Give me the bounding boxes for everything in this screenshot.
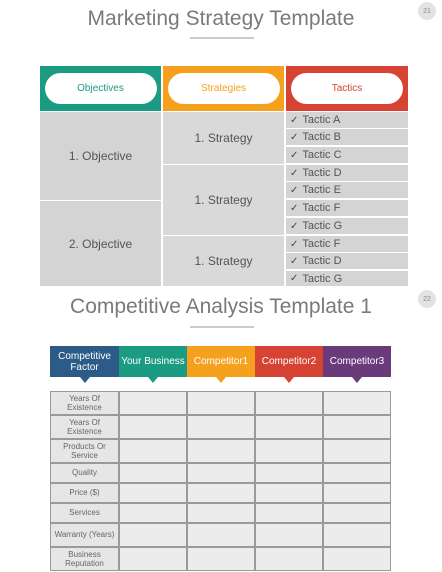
tactic-item [286, 112, 408, 128]
table-row [50, 439, 391, 463]
header-pointer [352, 377, 362, 383]
row-label: Years Of Existence [50, 415, 119, 439]
check-icon: ✓ [290, 238, 299, 250]
tactics-header-label: Tactics [291, 73, 403, 104]
tactic-item [286, 200, 408, 216]
tactic-label: Tactic D [302, 255, 342, 267]
tactics-header [286, 66, 408, 111]
strategies-header [163, 66, 284, 111]
objectives-header [40, 66, 161, 111]
header-pointer [80, 377, 90, 383]
table-cell [255, 391, 323, 415]
tactic-item [286, 165, 408, 181]
tactic-item [286, 218, 408, 234]
competitive-analysis-slide [0, 290, 442, 572]
table-cell [119, 415, 187, 439]
table-cell [255, 483, 323, 503]
check-icon: ✓ [290, 149, 299, 161]
table-cell [323, 463, 391, 483]
table-cell [119, 463, 187, 483]
check-icon: ✓ [290, 131, 299, 143]
row-label: Price ($) [50, 483, 119, 503]
row-label: Warranty (Years) [50, 523, 119, 547]
title-underline [190, 37, 254, 39]
check-icon: ✓ [290, 184, 299, 196]
row-label: Products Or Service [50, 439, 119, 463]
tactic-label: Tactic A [302, 114, 341, 126]
table-row [50, 483, 391, 503]
objective-cell: 1. Objective [40, 112, 161, 200]
table-row [50, 463, 391, 483]
column-header-competitor2: Competitor2 [255, 346, 323, 377]
page-number: 21 [418, 2, 436, 20]
column-header-your-business: Your Business [119, 346, 187, 377]
tactic-item [286, 271, 408, 286]
table-row [50, 523, 391, 547]
table-cell [323, 523, 391, 547]
table-row [50, 391, 391, 415]
table-cell [119, 439, 187, 463]
row-label: Business Reputation [50, 547, 119, 571]
table-cell [255, 523, 323, 547]
table-cell [119, 503, 187, 523]
check-icon: ✓ [290, 220, 299, 232]
check-icon: ✓ [290, 167, 299, 179]
table-cell [119, 483, 187, 503]
header-pointer [148, 377, 158, 383]
table-cell [323, 503, 391, 523]
column-header-competitive-factor: Competitive Factor [50, 346, 119, 377]
tactic-item [286, 182, 408, 198]
table-cell [187, 391, 255, 415]
check-icon: ✓ [290, 202, 299, 214]
strategy-cell: 1. Strategy [163, 112, 284, 164]
table-cell [187, 503, 255, 523]
header-pointer [216, 377, 226, 383]
table-cell [187, 523, 255, 547]
check-icon: ✓ [290, 114, 299, 126]
column-header-competitor1: Competitor1 [187, 346, 255, 377]
strategies-header-label: Strategies [168, 73, 280, 104]
tactic-item [286, 147, 408, 163]
slide-title: Competitive Analysis Template 1 [70, 295, 372, 318]
page-number: 22 [418, 290, 436, 308]
table-cell [323, 439, 391, 463]
table-cell [187, 463, 255, 483]
header-pointer [284, 377, 294, 383]
table-cell [255, 463, 323, 483]
table-cell [255, 547, 323, 571]
table-cell [323, 391, 391, 415]
objectives-header-label: Objectives [45, 73, 157, 104]
table-cell [323, 547, 391, 571]
tactic-label: Tactic B [302, 131, 341, 143]
table-row [50, 547, 391, 571]
tactic-item [286, 253, 408, 269]
table-cell [119, 547, 187, 571]
tactic-item [286, 236, 408, 252]
tactic-label: Tactic G [302, 220, 343, 232]
table-cell [119, 391, 187, 415]
table-cell [255, 415, 323, 439]
row-label: Years Of Existence [50, 391, 119, 415]
table-cell [187, 547, 255, 571]
column-header-competitor3: Competitor3 [323, 346, 391, 377]
strategy-cell: 1. Strategy [163, 165, 284, 235]
table-cell [255, 439, 323, 463]
table-row [50, 415, 391, 439]
row-label: Quality [50, 463, 119, 483]
table-cell [187, 415, 255, 439]
tactic-item [286, 129, 408, 145]
table-cell [187, 483, 255, 503]
table-row [50, 503, 391, 523]
tactic-label: Tactic F [302, 202, 341, 214]
tactic-label: Tactic C [302, 149, 342, 161]
table-cell [323, 483, 391, 503]
slide-title: Marketing Strategy Template [87, 7, 355, 30]
check-icon: ✓ [290, 255, 299, 267]
table-cell [187, 439, 255, 463]
tactic-label: Tactic G [302, 272, 343, 285]
table-cell [255, 503, 323, 523]
strategy-cell: 1. Strategy [163, 236, 284, 286]
tactic-label: Tactic E [302, 184, 341, 196]
title-underline [190, 326, 254, 328]
tactic-label: Tactic F [302, 238, 341, 250]
objective-cell: 2. Objective [40, 201, 161, 286]
tactic-label: Tactic D [302, 167, 342, 179]
table-cell [323, 415, 391, 439]
table-cell [119, 523, 187, 547]
check-icon: ✓ [290, 273, 299, 284]
row-label: Services [50, 503, 119, 523]
